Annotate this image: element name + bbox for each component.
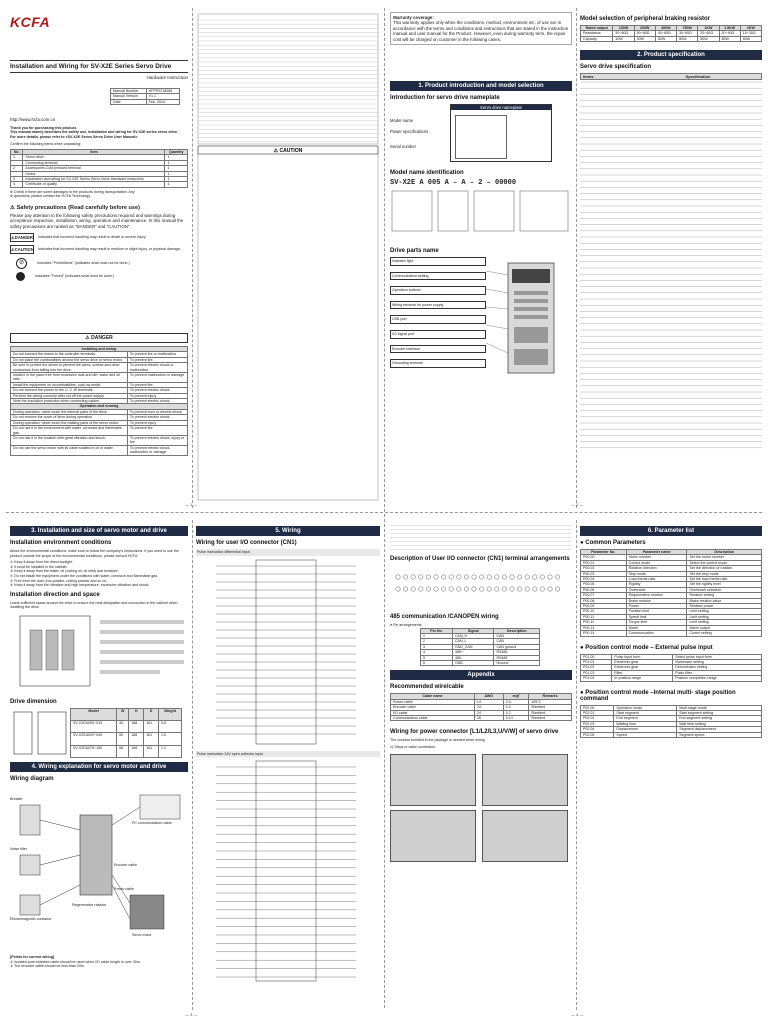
danger-label: ⚠DANGER [11,235,33,241]
page2-left: Warranty coverage: This warranty applies only when the conditions, method, environment etc. of use are in accordance with the terms and conditions and instructions that are stated in the instruction manual and user manual for the Product. However, even during warranty term, the repair cost will be charged on customer in the following cases. 1. Product introduction and model selection Introduction for servo drive nameplate Model name Power specifications Serial number Servo drive nameplate Model name identification SV-X2E A 005 A – A – 2 – 00000 Drive parts name Indicator light Communication setting Operation buttons Wiring terminal for power supply USB port I/O signal port Encoder interface Grounding terminal [390,12,572,502]
wiring-step-photo-4 [482,810,568,862]
prohibition-icon: ⊘ [16,258,27,269]
section-wiring: 5. Wiring [196,526,380,536]
caution-tables-graphic [196,12,380,502]
website-link[interactable]: http://www.hcfa.com.cn [10,117,56,123]
danger-table-panel [10,330,188,505]
manual-info-table: Manual Number HFPP0218056 Manual Version V1.1 Date Feb. 2024 [110,88,180,105]
drive-dimension-drawing [10,708,70,758]
section-product-intro: 1. Product introduction and model selection [390,81,572,91]
section-parameter-list: 6. Parameter list [580,526,762,536]
caution-label: ⚠CAUTION [11,247,34,253]
page4-wiring: 5. Wiring Wiring for user I/O connector (CN1) Pulse instruction differential input Pulse instruction 24V open collector input [196,522,380,1006]
brand-logo: KCFA [10,14,51,30]
caution-icon: ⚠ [11,247,15,253]
dimension-table: Model W H D Weight SV-X2EA005~010 40 168 161 0.8 SV-X2EA020~040 50 168 161 1.0 SV-X2EA075~150 68 168 161 1.2 [70,708,182,758]
caution-column [196,12,380,502]
section-product-spec: 2. Product specification [580,50,762,60]
page3-left: 3. Installation and size of servo motor and drive Installation environment conditions About the environmental conditions, make sure to follow the company's instructions. If you need to use the product outside the scope of the environmental conditions, please consult HCFA. ① Keep it away from the direct sunlight. ② It must be installed in the cabinet. ③ Keep it away from the water, oil (cutting oil, oil mist) and moisture. ④ Do not install the equipment under the conditions with water, corrosive and flammable gas. ⑤ Free from the dust, iron powder, cutting powder and so on. ⑥ Keep it away from the vibration and high temperature, excessive vibration and shock. Installation direction and space Leave sufficient space around the drive to ensure the heat dissipation and convection in the cabinet when installing the drive. Drive dimension Model W H D Weight SV-X2EA005~010 40 168 161 0.8 SV-X2EA020~040 50 168 161 1.0 SV-X2EA075~150 68 168 161 1.2 4. Wiring explanation for servo motor and drive Wiring diagram Breaker Noise filter Electromagnetic contactor Regenerative resistor PC communication cable Servo motor Encoder cable Power cable [Points for current wiring] ① Isolated pure shielded cable should be used when I/O cable length is over 30m. ② The encoder cable should be less than 20m. [10,522,188,1006]
nameplate-box: Servo drive nameplate [450,104,552,162]
cn1-terminal-arrangement [390,565,572,605]
pos-ext-table: P01.00 Pulse input form Select pulse input form P01.01 Electronic gear Numerator setting P01.02 Electronic gear Denominator setting P01.03 Filter Pulse filter P01.04 In-position range Position completion range [580,654,762,682]
spec-table-graphic [580,80,762,460]
caution-triangle-icon: ⚠ [10,205,16,212]
safety-title: ⚠ Safety precautions (Read carefully before use) [10,205,140,212]
page4-right: Description of User I/O connector (CN1) terminal arrangements 485 communication /CANOPEN wiring ● Pin arrangements Pin No. Signal Description 1 CAN_H CAN 2 CAN_L CAN 3 GND_CAN CAN ground 4 485+ RS485 5 485- RS485 6 GND Ground Appendix Recommended wire/cable Cable name AWG m㎡ Remarks Power cable 14 2.0 105°C Encoder cable 24 0.2 Shielded I/O cable 24 0.2 Shielded Communication cable 26 0.14 Shielded Wiring for power connector [L1/L2/L3,U/V/W] of servo drive The crowbar bundled in the package is needed when wiring 1) Steps of cable connection [390,522,572,1006]
svg-text:⚠ CAUTION: ⚠ CAUTION [273,148,303,154]
danger-table: Installing and wiring Do not connect the mains to the controller terminals. To prevent fire or malfunction Do not place the combustibles around the servo drive or servo motor. To prevent fire. Be sure to protect the drives to prevent the wires, screws and other conductors from falling into the drive. To prevent electric shock or malfunction Install it in the place free from excessive dust and dirt, water and oil mist. To prevent malfunction or damage Install the equipment on incombustibles, such as metal. To prevent fire. Do not connect the power to the U, V, W terminals. To prevent electric shock. Perform the wiring correctly after cut off the power supply. To prevent injury Note the insulation protection when connecting cables. To prevent electric shock. Operation and running During operation, never touch the internal parts of the drive. To prevent burn or electric shock Do not remove the cover of drive during operation. To prevent electric shock During operation, never touch the rotating parts of the servo motor. To prevent injury Do not use it in the environment with water, corrosive and flammable gas. To prevent fire Do not use it in the location with great vibration and shock. To prevent electric shock, injury or fire Do not use the servo motor with its cable soaked in oil or water. To prevent electric shock, malfunction or damage [10,346,188,456]
page5-params: 6. Parameter list ● Common Parameters Parameter No. Parameter name Description P00.00 Motor number Set the motor number P00.01 Control mode Select the control mode P00.02 Rotation direction Set the direction of rotation P00.03 Stop mode Set the stop mode P00.04 Load inertia ratio Set the load inertia ratio P00.05 Rigidity Set the rigidity level P00.06 Overtravel Overtravel selection P00.07 Regenerative resistor Resistor setting P00.08 Brake resistor Brake resistor value P00.09 Power Resistor power P00.10 Position limit Limit setting P00.11 Speed limit Limit setting P00.12 Torque limit Limit setting P00.13 Alarm Alarm output P00.14 Communication Comm setting ● Position control mode – External pulse input P01.00 Pulse input form Select pulse input form P01.01 Electronic gear Numerator setting P01.02 Electronic gear Denominator setting P01.03 Filter Pulse filter P01.04 In-position range Position completion range ● Position control mode –Internal multi- stage position command P02.00 Operation mode Multi-stage mode P02.01 Start segment Start segment setting P02.02 End segment End segment setting P02.03 Waiting time Wait time setting P02.04 Displacement Segment displacement P02.05 Speed Segment speed [580,522,762,1006]
cn1-differential-diagram [196,556,380,746]
unpack-table: No. Item Quantity 1 Servo drive 1 Connecting terminal 1 2 Accessories Cold pressed terminal 1 Screw 1 3 Installation and wiring for SV-X2E Series Servo Drive Hardware Instruction 1 4 Certificate of quality 1 [10,149,188,188]
danger-header-icon: ⚠ [85,335,90,341]
model-code-breakdown [390,187,570,237]
section-wiring-explanation: 4. Wiring explanation for servo motor and drive [10,762,188,772]
page-title: Installation and Wiring for SV-X2E Series Servo Drive [10,63,172,70]
page2-right: Model selection of peripheral braking resistor Rated output 100W 200W 400W 750W 1KW 1.5KW 2KW Resistance 50~80Ω 50~80Ω 40~60Ω 30~50Ω 20~40Ω 20~40Ω 15~30Ω Capacity 40W 40W 80W 80W 80W 80W 80W 2. Product specification Servo drive specification Items Specification [580,12,762,502]
nameplate-image [455,115,507,159]
section-appendix: Appendix [390,670,572,680]
wiring-step-photo-3 [390,810,476,862]
danger-header: ⚠ DANGER [10,333,188,343]
wiring-diagram: Breaker Noise filter Electromagnetic contactor Regenerative resistor PC communication cable Servo motor Encoder cable Power cable [10,785,188,955]
wire-table: Cable name AWG m㎡ Remarks Power cable 14 2.0 105°C Encoder cable 24 0.2 Shielded I/O cable 24 0.2 Shielded Communication cable 26 0.14 Shielded [390,693,572,721]
common-param-table: Parameter No. Parameter name Description P00.00 Motor number Set the motor number P00.01 Control mode Select the control mode P00.02 Rotation direction Set the direction of rotation P00.03 Stop mode Set the stop mode P00.04 Load inertia ratio Set the load inertia ratio P00.05 Rigidity Set the rigidity level P00.06 Overtravel Overtravel selection P00.07 Regenerative resistor Resistor setting P00.08 Brake resistor Brake resistor value P00.09 Power Resistor power P00.10 Position limit Limit setting P00.11 Speed limit Limit setting P00.12 Torque limit Limit setting P00.13 Alarm Alarm output P00.14 Communication Comm setting [580,549,762,637]
installation-space-diagram [10,610,188,690]
brake-resistor-table: Rated output 100W 200W 400W 750W 1KW 1.5KW 2KW Resistance 50~80Ω 50~80Ω 40~60Ω 30~50Ω 20~40Ω 20~40Ω 15~30Ω Capacity 40W 40W 80W 80W 80W 80W 80W [580,25,762,42]
page1-left: KCFA Installation and Wiring for SV-X2E Series Servo Drive Hardware Instruction Manual Number HFPP0218056 Manual Version V1.1 Date Feb. 2024 http://www.hcfa.com.cn Thank you for purchasing this product. This manual mainly describes the safety use, installation and wiring for SV-X2E series servo drive. For more details, please refer to <SV-X2E Series Servo Drive User Manual>. Confirm the following items when unpacking: No. Item Quantity 1 Servo drive 1 Connecting terminal 1 2 Accessories Cold pressed terminal 1 Screw 1 3 Installation and wiring for SV-X2E Series Servo Drive Hardware Instruction 1 4 Certificate of quality 1 ※ Check if there are some damages to the products during transportation. Any ※ questions, please contact the HCFA Technology. ⚠ Safety precautions (Read carefully before use) Please pay attention to the following safety precautions required and warnings during acceptance inspection, installation, wiring, operation and maintenance. In this manual the safety precautions are ranked as "DANGER" and "CAUTION". ⚠DANGER Indicates that incorrect handling may result in death or severe injury. ⚠CAUTION Indicates that incorrect handling may result in medium or slight injury, or physical damage. ⊘ Indicates "Prohibitions" (indicates what must not be done.) Indicates "Forced" (indicates what must be done.) [10,8,188,508]
pin-table: Pin No. Signal Description 1 CAN_H CAN 2 CAN_L CAN 3 GND_CAN CAN ground 4 485+ RS485 5 485- RS485 6 GND Ground [420,628,540,667]
pos-int-table: P02.00 Operation mode Multi-stage mode P02.01 Start segment Start segment setting P02.02 End segment End segment setting P02.03 Waiting time Wait time setting P02.04 Displacement Segment displacement P02.05 Speed Segment speed [580,705,762,738]
wiring-step-photo-2 [482,754,568,806]
section-installation: 3. Installation and size of servo motor and drive [10,526,188,536]
servo-drive-illustration [486,257,566,377]
model-code: SV-X2E A 005 A – A – 2 – 00000 [390,179,517,188]
forced-icon [16,272,25,281]
danger-icon: ⚠ [11,235,15,241]
wiring-step-photo-1 [390,754,476,806]
cn1-open-collector-diagram [196,757,380,987]
page-subtitle: Hardware Instruction [146,75,188,80]
